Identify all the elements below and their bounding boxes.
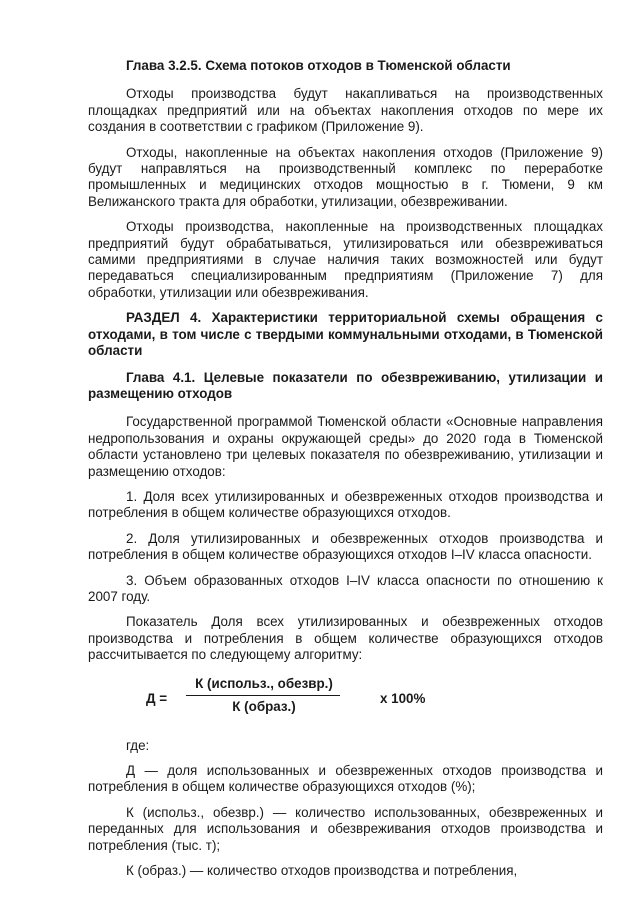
formula-multiplier: х 100% — [380, 690, 426, 706]
definition: Д — доля использованных и обезвреженных отходов производства и потребления в общем количестве образующихся отходов (%); — [88, 763, 603, 795]
definition: К (образ.) — количество отходов производства и потребления, — [126, 863, 518, 879]
definition: К (использ., обезвр.) — количество использованных, обезвреженных и переданных для использования и обезвреживания отходов производства и потребления (тыс. т); — [88, 804, 603, 853]
paragraph: Отходы, накопленные на объектах накопления отходов (Приложение 9) будут направляться на производственный комплекс по переработке промышленных и медицинских отходов мощностью в г. Тюмени, 9 км Велижанского тракта для обработки, утилизации, обезвреживании. — [88, 144, 603, 209]
formula — [88, 676, 603, 724]
chapter-heading-3-2-5: Глава 3.2.5. Схема потоков отходов в Тюменской области — [126, 58, 511, 73]
paragraph: Отходы производства, накопленные на производственных площадках предприятий будут обрабатываться, утилизироваться или обезвреживаться самими предприятиями в случае наличия таких возможностей или будут передаваться специализированным предприятиям (Приложение 7) для обработки, утилизации или обезвреживания. — [88, 219, 603, 300]
where-label: где: — [126, 737, 150, 753]
paragraph: Отходы производства будут накапливаться на производственных площадках предприятий или на объектах накопления отходов по мере их создания в соответствии с графиком (Приложение 9). — [88, 86, 603, 135]
chapter-heading-4-1: Глава 4.1. Целевые показатели по обезвреживанию, утилизации и размещению отходов — [88, 369, 603, 401]
fraction-bar — [186, 695, 340, 696]
list-item: 3. Объем образованных отходов I–IV класса опасности по отношению к 2007 году. — [88, 572, 603, 604]
formula-denominator: К (образ.) — [232, 698, 296, 714]
list-item: 2. Доля утилизированных и обезвреженных отходов производства и потребления в общем количестве образующихся отходов I–IV класса опасности. — [88, 530, 603, 563]
formula-numerator: К (использ., обезвр.) — [195, 675, 333, 691]
formula-lhs: Д = — [146, 690, 168, 706]
document-body — [88, 58, 603, 888]
paragraph: Государственной программой Тюменской области «Основные направления недропользования и охраны окружающей среды» до 2020 года в Тюменской области установлено три целевых показателя по обезвреживанию, утилизации и размещению отходов: — [88, 414, 603, 479]
paragraph: Показатель Доля всех утилизированных и обезвреженных отходов производства и потребления в общем количестве образующихся отходов рассчитывается по следующему алгоритму: — [88, 614, 603, 663]
list-item: 1. Доля всех утилизированных и обезвреженных отходов производства и потребления в общем количестве образующихся отходов. — [88, 488, 603, 521]
section-heading-4: РАЗДЕЛ 4. Характеристики территориальной схемы обращения с отходами, в том числе с твердыми коммунальными отходами, в Тюменской области — [88, 310, 603, 359]
